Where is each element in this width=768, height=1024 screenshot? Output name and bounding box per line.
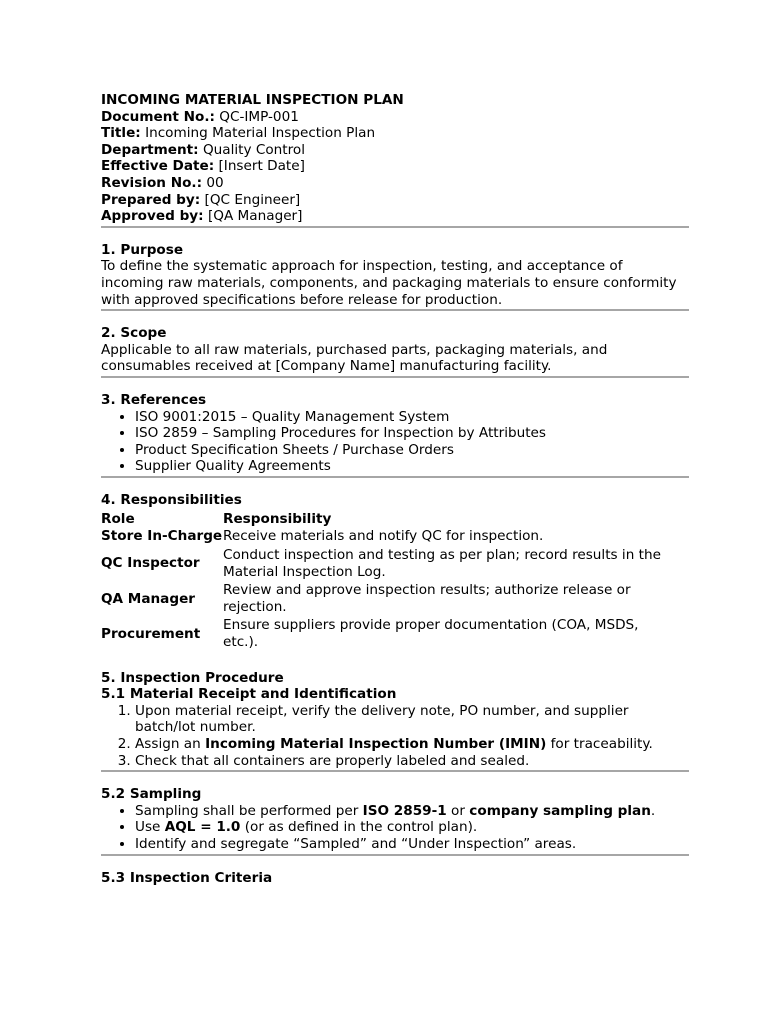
section-scope — [101, 325, 689, 378]
document-body — [101, 92, 689, 886]
divider — [101, 854, 689, 856]
emphasis-text: company sampling plan — [469, 802, 651, 819]
divider — [101, 226, 689, 228]
field-approved-by — [101, 208, 689, 225]
field-label: Revision No.: — [101, 174, 203, 191]
list-item: • ISO 9001:2015 – Quality Management System — [135, 409, 689, 426]
section-responsibilities — [101, 492, 689, 653]
field-document-no — [101, 109, 689, 126]
text-fragment: for traceability. — [546, 736, 653, 752]
list-item: 1. Upon material receipt, verify the delivery note, PO number, and supplier batch/lot number. — [135, 703, 689, 736]
field-value: 00 — [206, 174, 224, 191]
table-row — [101, 582, 661, 617]
field-title — [101, 125, 689, 142]
field-value: [Insert Date] — [218, 158, 305, 175]
text-fragment: (or as defined in the control plan). — [240, 819, 478, 836]
responsibility-cell: Conduct inspection and testing as per plan; record results in the Material Inspection Log. — [223, 547, 661, 580]
field-department — [101, 142, 689, 159]
list-item: • ISO 2859 – Sampling Procedures for Inspection by Attributes — [135, 425, 689, 442]
section-heading: 5. Inspection Procedure — [101, 669, 284, 686]
role-cell: Store In-Charge — [101, 528, 223, 545]
text-fragment: Assign an — [135, 736, 206, 752]
field-revision-no — [101, 175, 689, 192]
table-row — [101, 617, 661, 652]
list-item: • Supplier Quality Agreements — [135, 458, 689, 475]
section-sampling — [101, 786, 689, 855]
column-header-role: Role — [101, 510, 135, 527]
table-row — [101, 547, 661, 582]
field-label: Department: — [101, 141, 199, 158]
list-item — [135, 819, 689, 836]
field-value: Quality Control — [202, 141, 305, 158]
column-header-responsibility: Responsibility — [223, 510, 332, 527]
emphasis-text: Incoming Material Inspection Number (IMIN) — [205, 736, 547, 752]
references-list — [101, 409, 689, 475]
divider — [101, 309, 689, 311]
section-text: To define the systematic approach for inspection, testing, and acceptance of incoming raw materials, components, and packaging materials to ensure conformity with approved specifications before release for production. — [101, 258, 677, 308]
section-purpose — [101, 242, 689, 311]
receipt-steps-list — [101, 703, 689, 769]
field-prepared-by — [101, 192, 689, 209]
emphasis-text: AQL = 1.0 — [164, 819, 241, 836]
section-inspection-criteria — [101, 870, 689, 887]
section-heading: 2. Scope — [101, 325, 167, 342]
field-label: Approved by: — [101, 208, 204, 225]
text-fragment: or — [446, 802, 470, 819]
field-label: Document No.: — [101, 108, 215, 125]
divider — [101, 476, 689, 478]
table-header-row — [101, 509, 661, 528]
subsection-heading: 5.2 Sampling — [101, 786, 202, 803]
field-value: QC-IMP-001 — [219, 108, 299, 125]
document-header — [101, 92, 689, 228]
divider — [101, 770, 689, 772]
role-cell: Procurement — [101, 625, 201, 642]
text-fragment: Use — [135, 819, 165, 836]
emphasis-text: ISO 2859-1 — [362, 802, 447, 819]
field-label: Effective Date: — [101, 158, 215, 175]
text-fragment: . — [650, 802, 656, 819]
field-value: [QC Engineer] — [204, 191, 301, 208]
role-cell: QC Inspector — [101, 555, 200, 572]
field-effective-date — [101, 158, 689, 175]
table-row — [101, 528, 661, 547]
responsibility-cell: Receive materials and notify QC for inspection. — [223, 528, 544, 545]
list-item — [135, 803, 689, 820]
section-text: Applicable to all raw materials, purchased parts, packaging materials, and consumables received at [Company Name] manufacturing facility. — [101, 341, 608, 375]
document-title: INCOMING MATERIAL INSPECTION PLAN — [101, 92, 404, 108]
field-label: Prepared by: — [101, 191, 201, 208]
divider — [101, 376, 689, 378]
sampling-list — [101, 803, 689, 853]
list-item: • Identify and segregate “Sampled” and “Under Inspection” areas. — [135, 836, 689, 853]
section-references — [101, 392, 689, 478]
text-fragment: Sampling shall be performed per — [135, 802, 363, 819]
field-label: Title: — [101, 125, 141, 142]
field-value: [QA Manager] — [207, 208, 303, 225]
section-heading: 3. References — [101, 391, 207, 408]
field-value: Incoming Material Inspection Plan — [145, 125, 376, 142]
list-item: 3. Check that all containers are properly labeled and sealed. — [135, 753, 689, 770]
list-item — [135, 736, 689, 753]
subsection-heading: 5.3 Inspection Criteria — [101, 869, 273, 886]
list-item: • Product Specification Sheets / Purchase Orders — [135, 442, 689, 459]
section-heading: 1. Purpose — [101, 241, 184, 258]
role-cell: QA Manager — [101, 590, 196, 607]
responsibility-cell: Review and approve inspection results; authorize release or rejection. — [223, 582, 631, 615]
responsibilities-table — [101, 509, 661, 652]
section-heading: 4. Responsibilities — [101, 491, 242, 508]
section-inspection-procedure — [101, 670, 689, 773]
responsibility-cell: Ensure suppliers provide proper documentation (COA, MSDS, etc.). — [223, 617, 639, 651]
subsection-heading: 5.1 Material Receipt and Identification — [101, 686, 397, 703]
